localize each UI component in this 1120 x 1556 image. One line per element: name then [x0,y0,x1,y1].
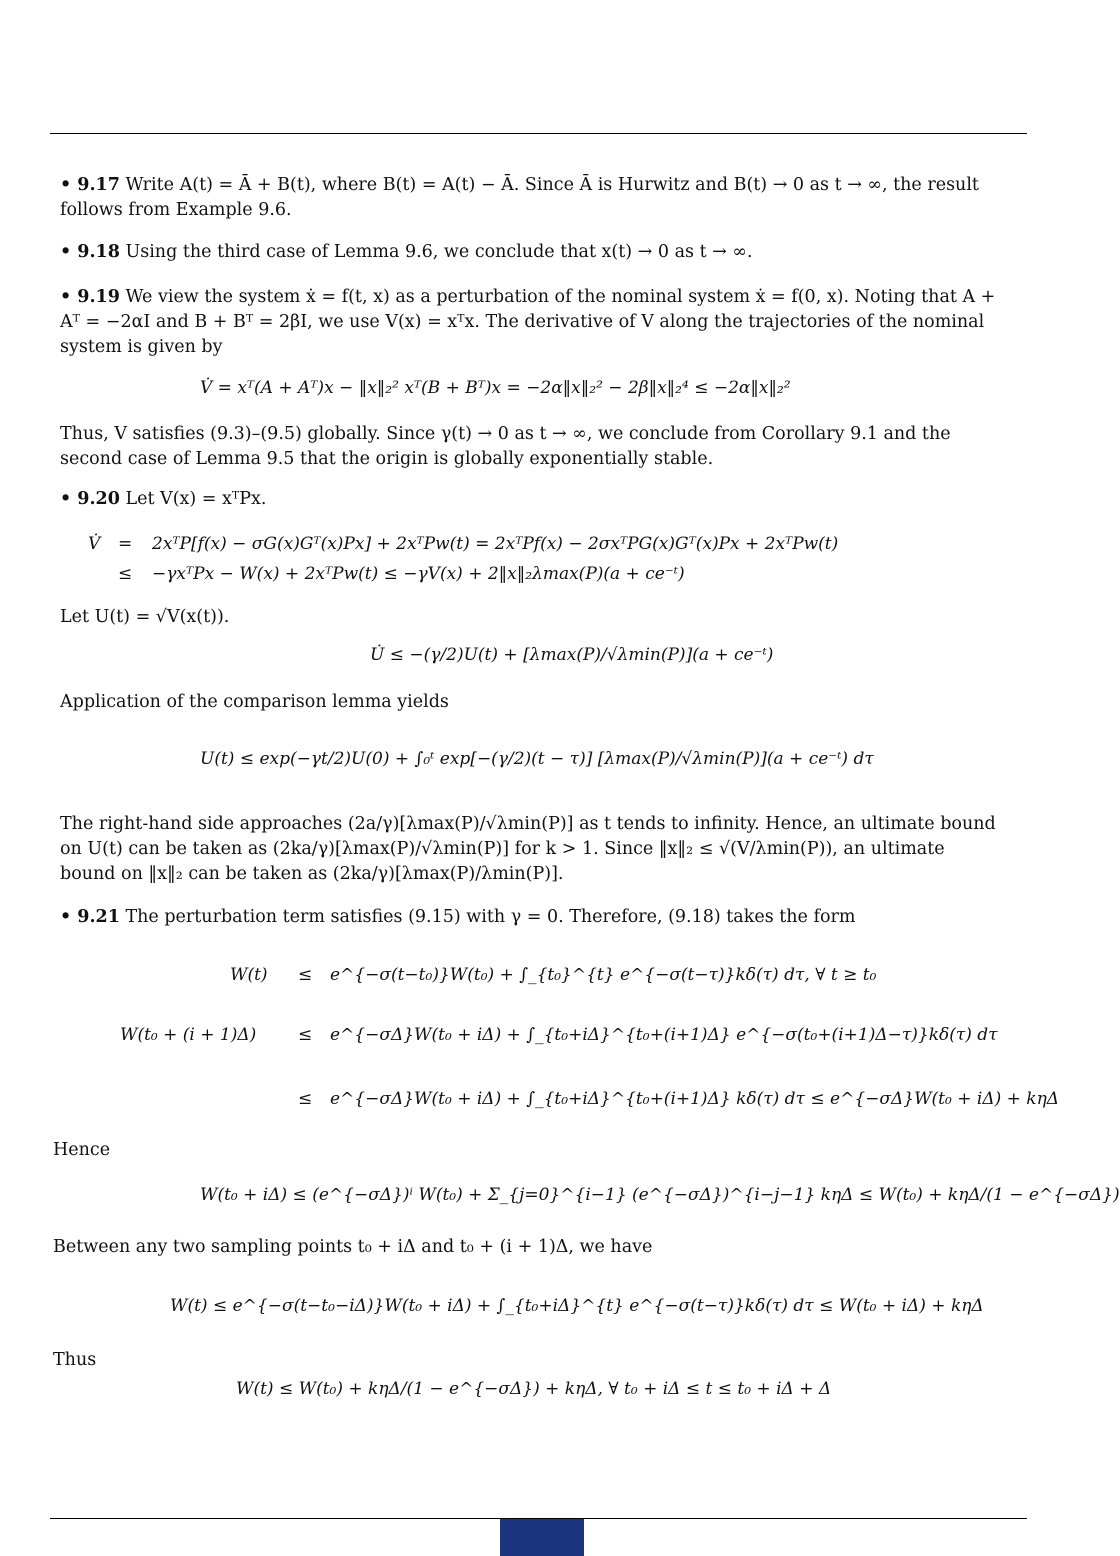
equation-u-dot: U̇ ≤ −(γ/2)U(t) + [λmax(P)/√λmin(P)](a + ce⁻ᵗ) [370,645,774,665]
item-number: • 9.19 [60,287,120,307]
equation-9-21-le2: ≤ [298,1025,313,1045]
item-9-20 [60,487,1002,512]
item-text: Let V(x) = xᵀPx. [125,489,267,509]
item-text: The perturbation term satisfies (9.15) with γ = 0. Therefore, (9.18) takes the form [125,907,856,927]
equation-9-21-lhs1: W(t) [230,965,268,985]
equation-w-bound-sum: W(t₀ + iΔ) ≤ (e^{−σΔ})ⁱ W(t₀) + Σ_{j=0}^{i−1} (e^{−σΔ})^{i−j−1} kηΔ ≤ W(t₀) + kηΔ/(1 − e^{−σΔ}) [200,1185,1120,1205]
header-rule [50,133,1027,134]
equation-9-21-rhs3: e^{−σΔ}W(t₀ + iΔ) + ∫_{t₀+iΔ}^{t₀+(i+1)Δ} kδ(τ) dτ ≤ e^{−σΔ}W(t₀ + iΔ) + kηΔ [330,1089,1060,1109]
item-text: Using the third case of Lemma 9.6, we conclude that x(t) → 0 as t → ∞. [125,242,753,262]
item-number: • 9.17 [60,175,120,195]
item-number: • 9.20 [60,489,120,509]
item-9-17 [60,173,1002,223]
paragraph-ultimate-bound: The right-hand side approaches (2a/γ)[λmax(P)/√λmin(P)] as t tends to infinity. Hence, an ultimate bound on U(t) can be taken as (2ka/γ)[λmax(P)/√λmin(P)] for k > 1. Since ‖x‖₂ ≤ √(V/λmin(P)), an ultimate bound on ‖x‖₂ can be taken as (2ka/γ)[λmax(P)/λmin(P)]. [60,814,996,884]
equation-w-between: W(t) ≤ e^{−σ(t−t₀−iΔ)}W(t₀ + iΔ) + ∫_{t₀+iΔ}^{t} e^{−σ(t−τ)}kδ(τ) dτ ≤ W(t₀ + iΔ) + kηΔ [170,1296,984,1316]
equation-w-final: W(t) ≤ W(t₀) + kηΔ/(1 − e^{−σΔ}) + kηΔ, ∀ t₀ + iΔ ≤ t ≤ t₀ + iΔ + Δ [236,1379,832,1399]
paragraph-thus: Thus [53,1350,97,1370]
equation-9-20-eq-sign: = [118,534,133,554]
equation-9-21-rhs2: e^{−σΔ}W(t₀ + iΔ) + ∫_{t₀+iΔ}^{t₀+(i+1)Δ} e^{−σ(t₀+(i+1)Δ−τ)}kδ(τ) dτ [330,1025,998,1045]
equation-9-21-rhs1: e^{−σ(t−t₀)}W(t₀) + ∫_{t₀}^{t} e^{−σ(t−τ)}kδ(τ) dτ, ∀ t ≥ t₀ [330,965,877,985]
item-number: • 9.21 [60,907,120,927]
equation-9-20-line2: −γxᵀPx − W(x) + 2xᵀPw(t) ≤ −γV(x) + 2‖x‖₂λmax(P)(a + ce⁻ᵗ) [152,564,685,584]
item-text: Write A(t) = Ā + B(t), where B(t) = A(t) − Ā. Since Ā is Hurwitz and B(t) → 0 as t → ∞, the result follows from Example 9.6. [60,175,979,220]
paragraph-comparison-lemma: Application of the comparison lemma yields [60,692,449,712]
equation-9-21-le3: ≤ [298,1089,313,1109]
item-text: We view the system ẋ = f(t, x) as a perturbation of the nominal system ẋ = f(0, x). Noting that A + Aᵀ = −2αI and B + Bᵀ = 2βI, we use V(x) = xᵀx. The derivative of V along the trajectories of the nominal system is given by [60,287,996,357]
equation-9-20-lhs: V̇ [88,534,101,554]
item-number: • 9.18 [60,242,120,262]
paragraph-hence: Hence [53,1140,111,1160]
page-number-badge [500,1519,584,1556]
equation-9-19: V̇ = xᵀ(A + Aᵀ)x − ‖x‖₂² xᵀ(B + Bᵀ)x = −2α‖x‖₂² − 2β‖x‖₂⁴ ≤ −2α‖x‖₂² [200,378,791,398]
equation-9-20-le-sign: ≤ [118,564,133,584]
item-9-19 [60,285,1002,360]
item-9-18 [60,240,1002,265]
equation-9-21-lhs2: W(t₀ + (i + 1)Δ) [120,1025,257,1045]
equation-9-21-le1: ≤ [298,965,313,985]
paragraph-9-19-conclusion: Thus, V satisfies (9.3)–(9.5) globally. Since γ(t) → 0 as t → ∞, we conclude from Corollary 9.1 and the second case of Lemma 9.5 that the origin is globally exponentially stable. [60,424,951,469]
equation-9-20-line1: 2xᵀP[f(x) − σG(x)Gᵀ(x)Px] + 2xᵀPw(t) = 2xᵀPf(x) − 2σxᵀPG(x)Gᵀ(x)Px + 2xᵀPw(t) [152,534,839,554]
paragraph-let-u: Let U(t) = √V(x(t)). [60,607,230,627]
paragraph-between: Between any two sampling points t₀ + iΔ and t₀ + (i + 1)Δ, we have [53,1237,653,1257]
equation-u-bound: U(t) ≤ exp(−γt/2)U(0) + ∫₀ᵗ exp[−(γ/2)(t − τ)] [λmax(P)/√λmin(P)](a + ce⁻ᵗ) dτ [200,749,874,769]
item-9-21 [60,905,1002,930]
